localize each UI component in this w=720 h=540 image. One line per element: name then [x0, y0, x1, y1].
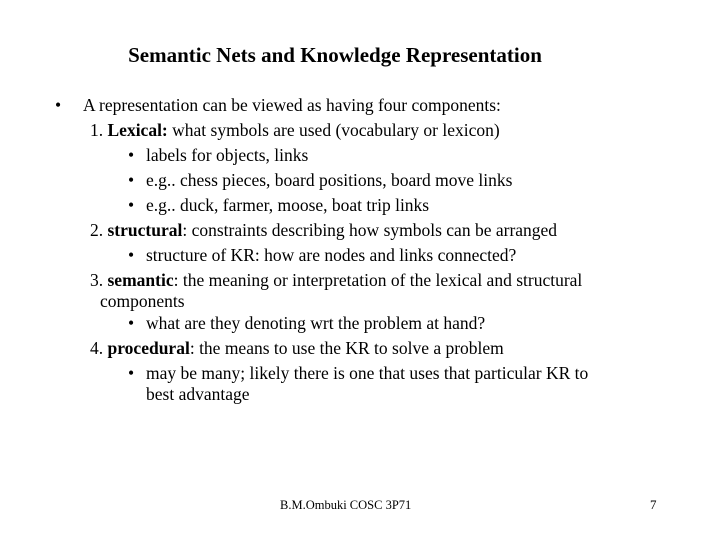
item-term: procedural	[107, 338, 190, 358]
item-term: structural	[107, 220, 183, 240]
item-description: : the means to use the KR to solve a problem	[189, 338, 504, 358]
slide-content	[0, 93, 720, 404]
intro-text: A representation can be viewed as having four components:	[83, 95, 501, 115]
sub-bullet-item	[0, 143, 720, 168]
component-item-structural	[0, 218, 720, 243]
item-number: 4.	[90, 338, 104, 358]
item-continuation: components	[100, 291, 185, 311]
component-item-semantic	[0, 268, 720, 293]
sub-bullet-item	[0, 193, 720, 218]
bullet-dot: •	[55, 95, 62, 115]
sub-bullet-item	[0, 361, 720, 386]
sub-bullet-item	[0, 311, 720, 336]
sub-bullet-text: may be many; likely there is one that uses that particular KR to	[146, 363, 589, 383]
item-description: : the meaning or interpretation of the lexical and structural	[173, 270, 583, 290]
page-number: 7	[650, 497, 657, 512]
item-number: 3.	[90, 270, 104, 290]
intro-line	[0, 93, 720, 118]
sub-bullet-item	[0, 168, 720, 193]
item-number: 2.	[90, 220, 104, 240]
slide-title: Semantic Nets and Knowledge Representation	[128, 43, 542, 67]
bullet-dot: •	[128, 170, 135, 190]
component-item-lexical	[0, 118, 720, 143]
bullet-dot: •	[128, 313, 135, 333]
sub-bullet-text: structure of KR: how are nodes and links connected?	[146, 245, 517, 265]
bullet-dot: •	[128, 363, 135, 383]
bullet-dot: •	[128, 195, 135, 215]
sub-bullet-text: e.g.. duck, farmer, moose, boat trip links	[146, 195, 430, 215]
bullet-dot: •	[128, 145, 135, 165]
sub-bullet-text: what are they denoting wrt the problem at hand?	[146, 313, 486, 333]
footer-author: B.M.Ombuki COSC 3P71	[280, 498, 412, 512]
sub-bullet-text: e.g.. chess pieces, board positions, board move links	[146, 170, 513, 190]
item-description: what symbols are used (vocabulary or lexicon)	[167, 120, 500, 140]
item-description: : constraints describing how symbols can be arranged	[182, 220, 558, 240]
item-term: Lexical:	[107, 120, 168, 140]
sub-bullet-text: labels for objects, links	[146, 145, 309, 165]
component-item-procedural	[0, 336, 720, 361]
sub-bullet-item	[0, 243, 720, 268]
item-term: semantic	[107, 270, 174, 290]
item-number: 1.	[90, 120, 104, 140]
sub-bullet-continuation: best advantage	[146, 384, 250, 404]
bullet-dot: •	[128, 245, 135, 265]
